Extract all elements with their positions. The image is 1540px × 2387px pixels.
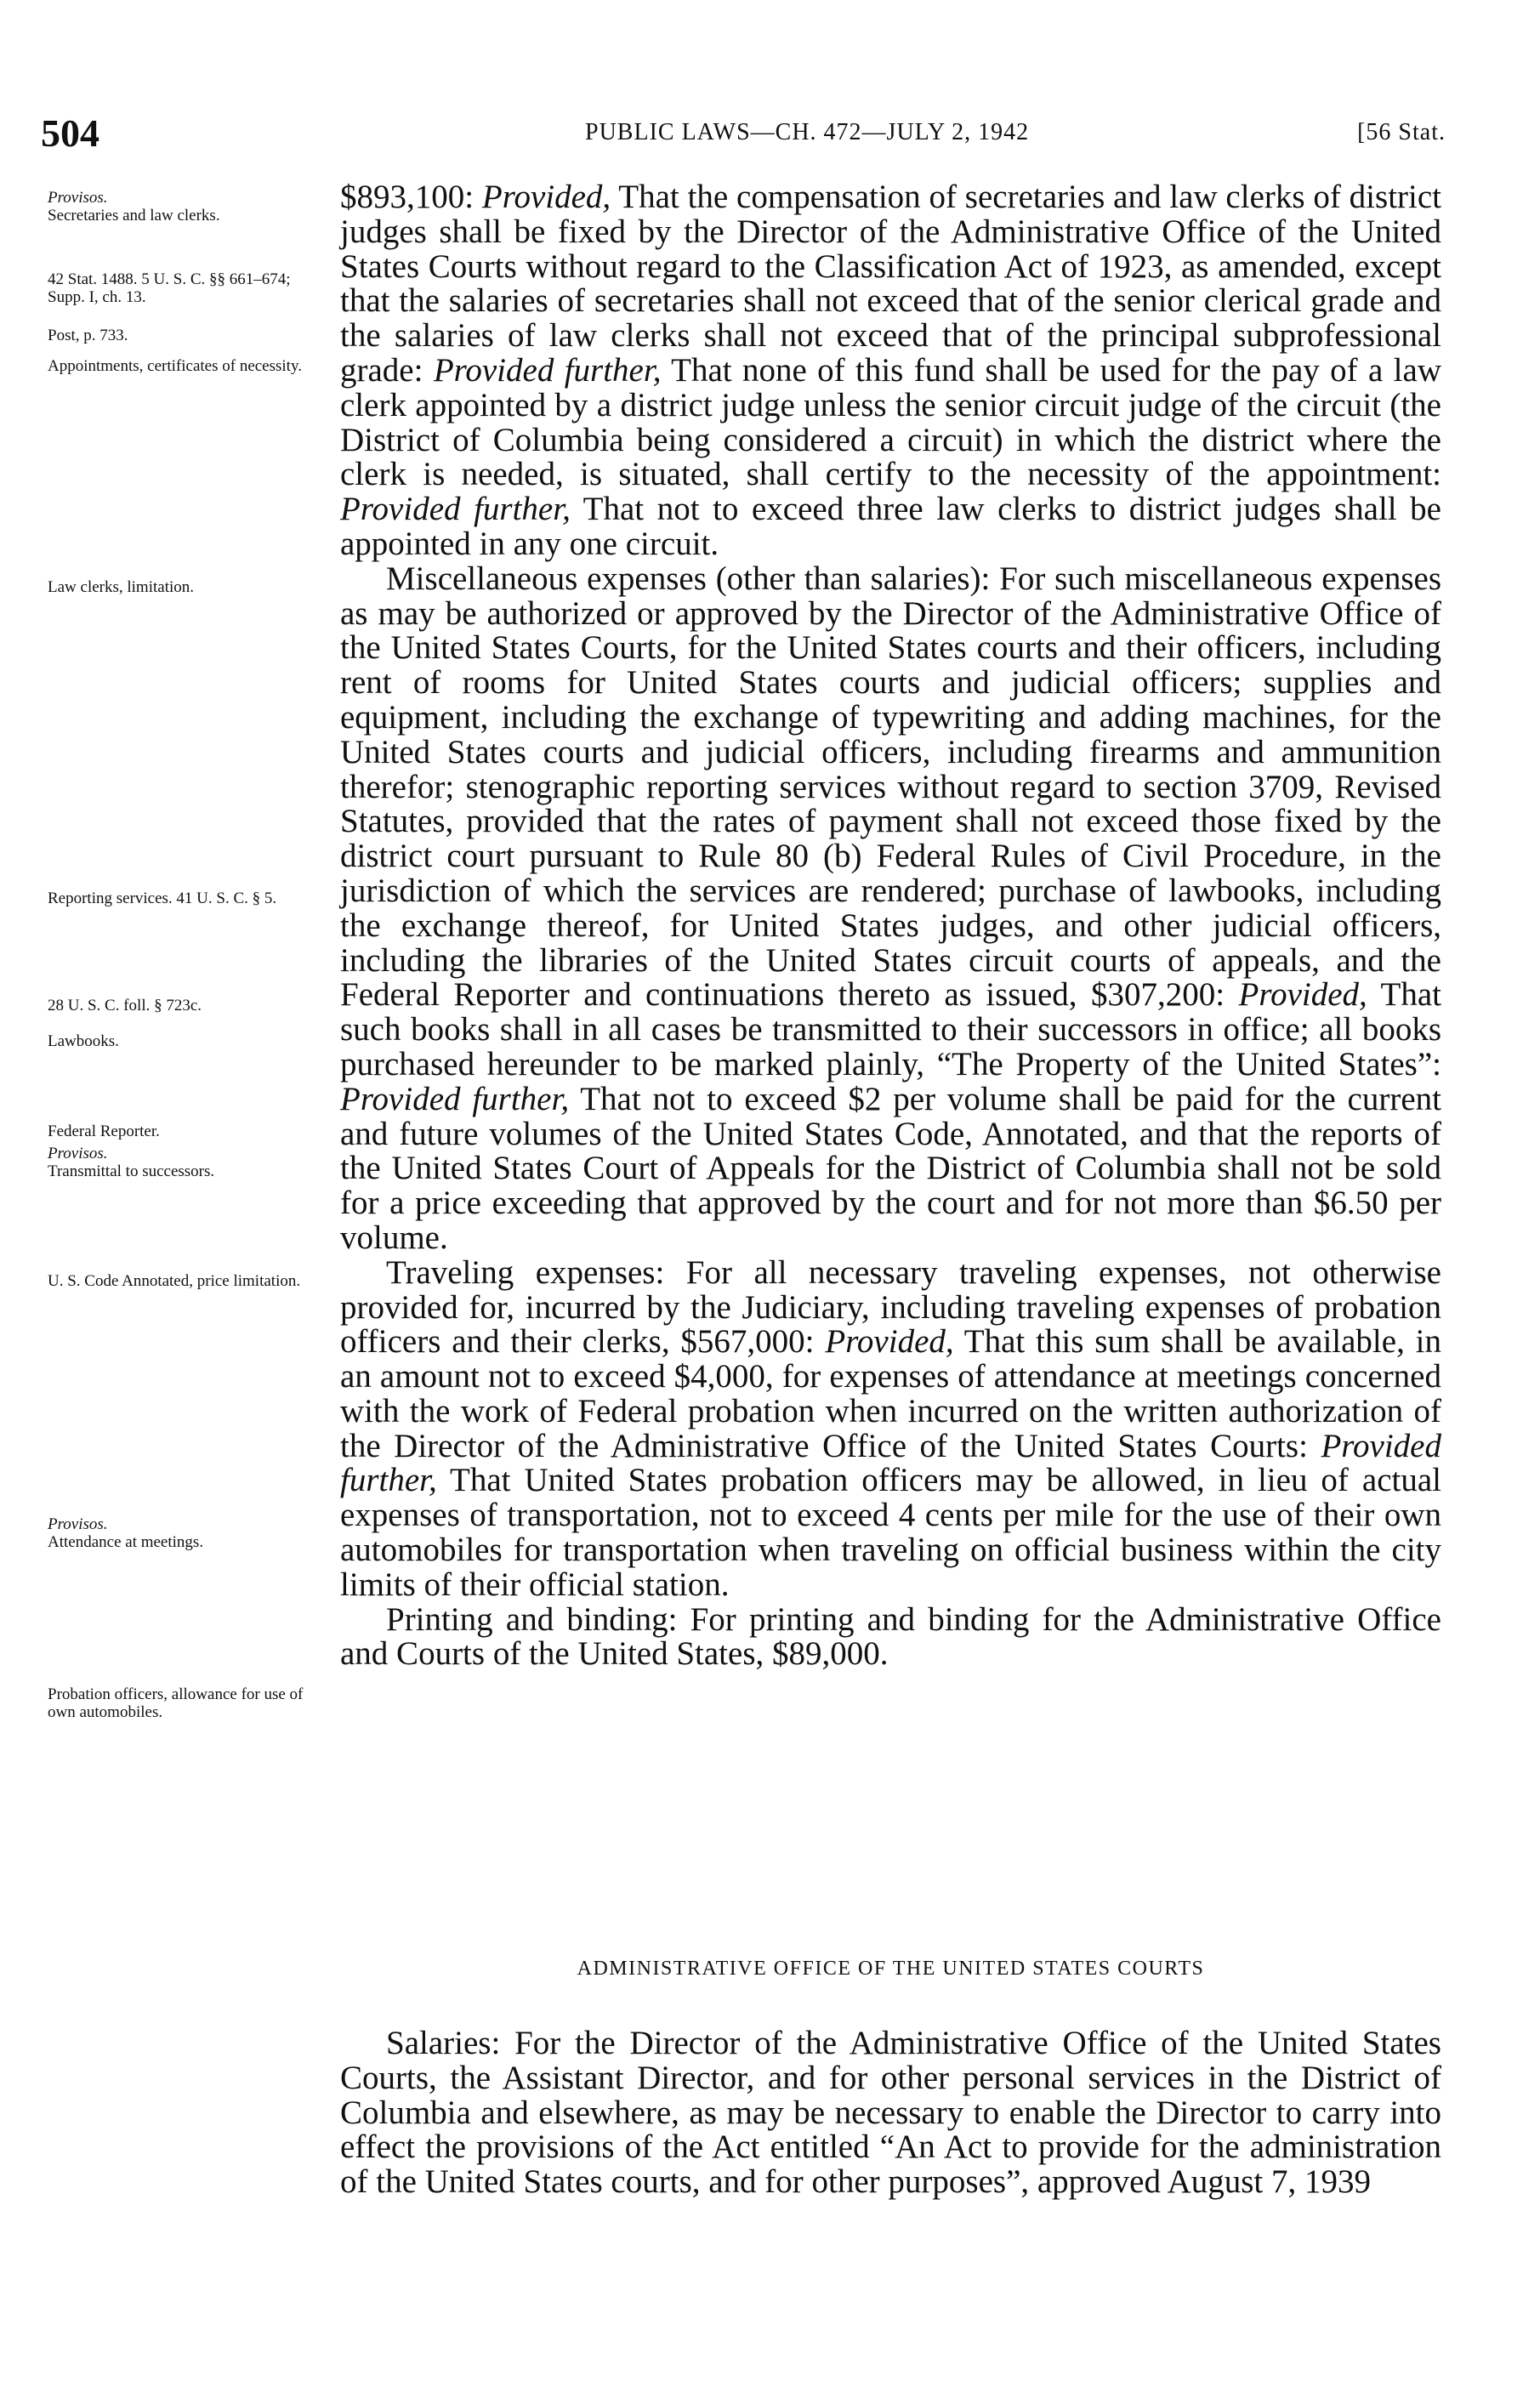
- paragraph-secretaries-law-clerks: [340, 180, 1441, 562]
- proviso-phrase: Provided further,: [340, 1427, 1441, 1499]
- text-run: That not to exceed three law clerks to district judges shall be appointed in any one circuit.: [340, 491, 1441, 562]
- margin-note: Lawbooks.: [48, 1032, 119, 1050]
- margin-note-lead: Provisos.: [48, 189, 108, 207]
- text-run: Traveling expenses: For all necessary traveling expenses, not otherwise provided for, incurred by the Judiciary, including traveling expenses of probation officers and their clerks, $567,000:: [340, 1253, 1441, 1361]
- paragraph-printing-binding: Printing and binding: For printing and binding for the Administrative Office and Courts of the United States, $89,000.: [340, 1600, 1441, 1673]
- statute-body: [340, 180, 1441, 1672]
- margin-note: Post, p. 733.: [48, 327, 128, 344]
- margin-note-text: Attendance at meetings.: [48, 1533, 204, 1551]
- proviso-phrase: Provided,: [825, 1323, 954, 1361]
- margin-note-lead: Provisos.: [48, 1515, 108, 1533]
- text-run: That not to exceed $2 per volume shall be paid for the current and future volumes of the United States Code, Annotated, and that the reports of the United States Court of Appeals for the District of Columbia shall not be sold for a price exceeding that approved by the court and for not more than $6.50 per volume.: [340, 1080, 1441, 1256]
- running-head: PUBLIC LAWS—CH. 472—JULY 2, 1942: [585, 119, 1030, 145]
- proviso-phrase: Provided,: [1238, 976, 1367, 1014]
- proviso-phrase: Provided further,: [340, 1080, 570, 1117]
- text-run: That none of this fund shall be used for the pay of a law clerk appointed by a district judge unless the senior circuit judge of the circuit (the District of Columbia being considered a circuit) in which the district where the clerk is needed, is situated, shall certify to the necessity of the appointment:: [340, 351, 1441, 493]
- margin-note: U. S. Code Annotated, price limitation.: [48, 1272, 301, 1290]
- proviso-phrase: Provided further,: [433, 351, 662, 389]
- text-run: Miscellaneous expenses (other than salaries): For such miscellaneous expenses as may be authorized or approved by the Director of the Administrative Office of the United States Courts, for the United States courts and their officers, including rent of rooms for United States courts and judicial officers; supplies and equipment, including the exchange of typewriting and adding machines, for the United States courts and judicial officers, including firearms and ammunition therefor; stenographic reporting services without regard to section 3709, Revised Statutes, provided that the rates of payment shall not exceed those fixed by the district court pursuant to Rule 80 (b) Federal Rules of Civil Procedure, in the jurisdiction of which the services are rendered; purchase of lawbooks, including the exchange thereof, for United States judges, and other judicial officers, including the libraries of the United States circuit courts of appeals, and the Federal Reporter and continuations thereto as issued, $307,200:: [340, 560, 1441, 1014]
- margin-note: Appointments, certificates of necessity.: [48, 357, 302, 375]
- proviso-phrase: Provided,: [481, 179, 611, 215]
- margin-note: 28 U. S. C. foll. § 723c.: [48, 997, 202, 1014]
- margin-note-text: Transmittal to successors.: [48, 1162, 215, 1180]
- paragraph-traveling-expenses: [340, 1253, 1441, 1603]
- margin-note: Probation officers, allowance for use of own automobiles.: [48, 1685, 304, 1721]
- section-heading: ADMINISTRATIVE OFFICE OF THE UNITED STATES COURTS: [577, 1958, 1205, 1980]
- volume-reference: [56 Stat.: [1357, 119, 1446, 145]
- margin-note: [48, 1145, 320, 1180]
- page-header: [41, 111, 1446, 162]
- text-run: That United States probation officers may be allowed, in lieu of actual expenses of transportation, not to exceed 4 cents per mile for the use of their own automobiles for transportation when traveling on official business within the city limits of their official station.: [340, 1462, 1441, 1603]
- text-run: $893,100:: [340, 179, 482, 215]
- margin-note: 42 Stat. 1488. 5 U. S. C. §§ 661–674; Supp. I, ch. 13.: [48, 270, 291, 306]
- margin-note: Reporting services. 41 U. S. C. § 5.: [48, 889, 277, 907]
- text-run: That the compensation of secretaries and law clerks of district judges shall be fixed by the Director of the Administrative Office of the United States Courts without regard to the Classification Act of 1923, as amended, except that the salaries of secretaries shall not exceed that of the senior clerical grade and the salaries of law clerks shall not exceed that of the principal subprofessional grade:: [340, 179, 1442, 389]
- proviso-phrase: Provided further,: [340, 491, 571, 528]
- paragraph-salaries: Salaries: For the Director of the Administrative Office of the United States Courts, the Assistant Director, and for other personal services in the District of Columbia and elsewhere, as may be necessary to enable the Director to carry into effect the provisions of the Act entitled “An Act to provide for the administration of the United States courts, and for other purposes”, approved August 7, 1939: [340, 2025, 1441, 2201]
- page-number: 504: [41, 111, 99, 155]
- margin-note-text: Secretaries and law clerks.: [48, 207, 220, 224]
- margin-note: Federal Reporter.: [48, 1122, 160, 1140]
- margin-note: [48, 1515, 320, 1551]
- margin-note: [48, 189, 320, 224]
- text-run: That such books shall in all cases be transmitted to their successors in office; all books purchased hereunder to be marked plainly, “The Property of the United States”:: [340, 976, 1442, 1083]
- text-run: That this sum shall be available, in an amount not to exceed $4,000, for expenses of attendance at meetings concerned with the work of Federal probation when incurred on the written authorization of the Director of the Administrative Office of the United States Courts:: [340, 1323, 1441, 1464]
- paragraph-miscellaneous-expenses: [340, 562, 1441, 1256]
- section-body: [340, 2026, 1441, 2200]
- margin-note-lead: Provisos.: [48, 1145, 108, 1162]
- margin-note: Law clerks, limitation.: [48, 578, 195, 596]
